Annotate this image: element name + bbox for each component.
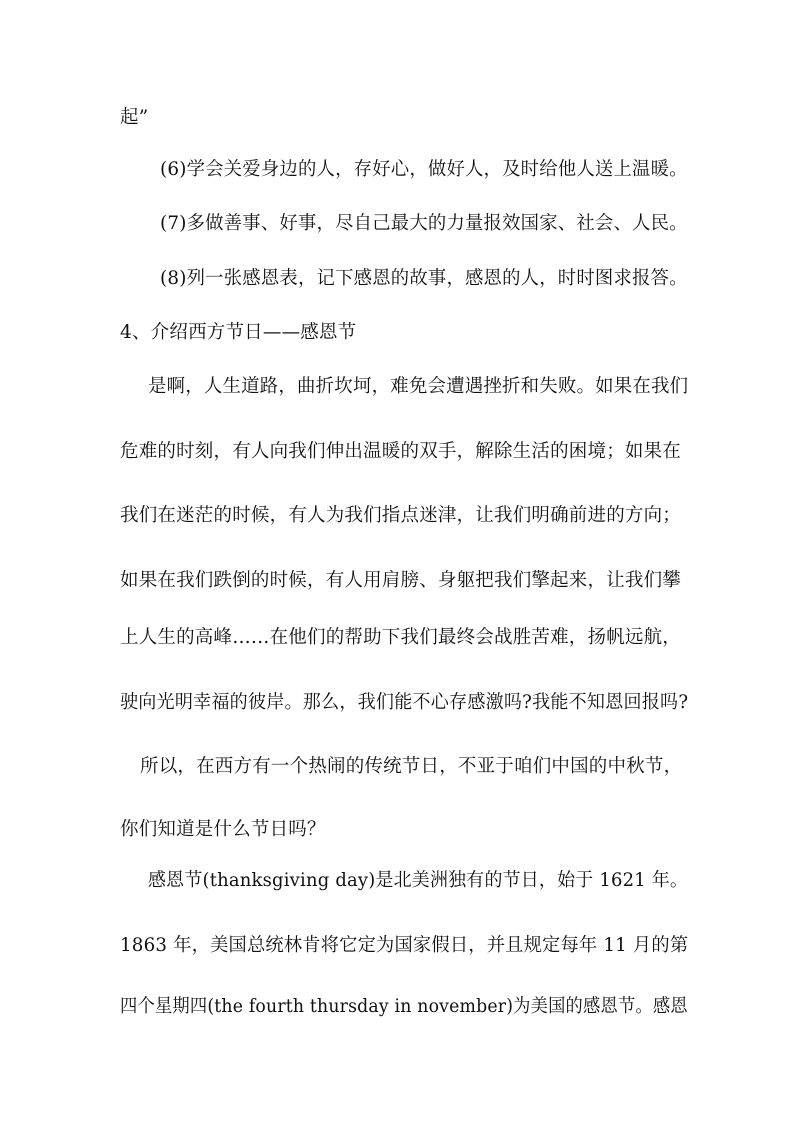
paragraph-line-6: 驶向光明幸福的彼岸。那么，我们能不心存感激吗?我能不知恩回报吗?	[120, 692, 689, 713]
paragraph-line-9: 感恩节(thanksgiving day)是北美洲独有的节日，始于 1621 年。	[148, 870, 689, 891]
list-item-6: (6)学会关爱身边的人，存好心，做好人，及时给他人送上温暖。	[160, 159, 688, 180]
paragraph-line-5: 上人生的高峰……在他们的帮助下我们最终会战胜苦难，扬帆远航，	[120, 627, 682, 648]
paragraph-line-8: 你们知道是什么节日吗？	[120, 819, 326, 840]
paragraph-line-2: 危难的时刻，有人向我们伸出温暖的双手，解除生活的困境；如果在	[120, 441, 682, 462]
paragraph-line-11: 四个星期四(the fourth thursday in november)为美国的感恩节。感恩	[120, 996, 688, 1017]
paragraph-line-3: 我们在迷茫的时候，有人为我们指点迷津，让我们明确前进的方向；	[120, 505, 682, 526]
section-heading: 4、介绍西方节日——感恩节	[120, 322, 357, 343]
text-line-1: 起”	[120, 107, 149, 128]
paragraph-line-7: 所以，在西方有一个热闹的传统节日，不亚于咱们中国的中秋节，	[140, 756, 683, 777]
paragraph-line-1: 是啊，人生道路，曲折坎坷，难免会遭遇挫折和失败。如果在我们	[148, 376, 689, 397]
paragraph-line-4: 如果在我们跌倒的时候，有人用肩膀、身躯把我们擎起来，让我们攀	[120, 570, 682, 591]
paragraph-line-10: 1863 年，美国总统林肯将它定为国家假日，并且规定每年 11 月的第	[120, 935, 689, 956]
list-item-7: (7)多做善事、好事，尽自己最大的力量报效国家、社会、人民。	[160, 213, 688, 234]
list-item-8: (8)列一张感恩表，记下感恩的故事，感恩的人，时时图求报答。	[160, 268, 688, 289]
